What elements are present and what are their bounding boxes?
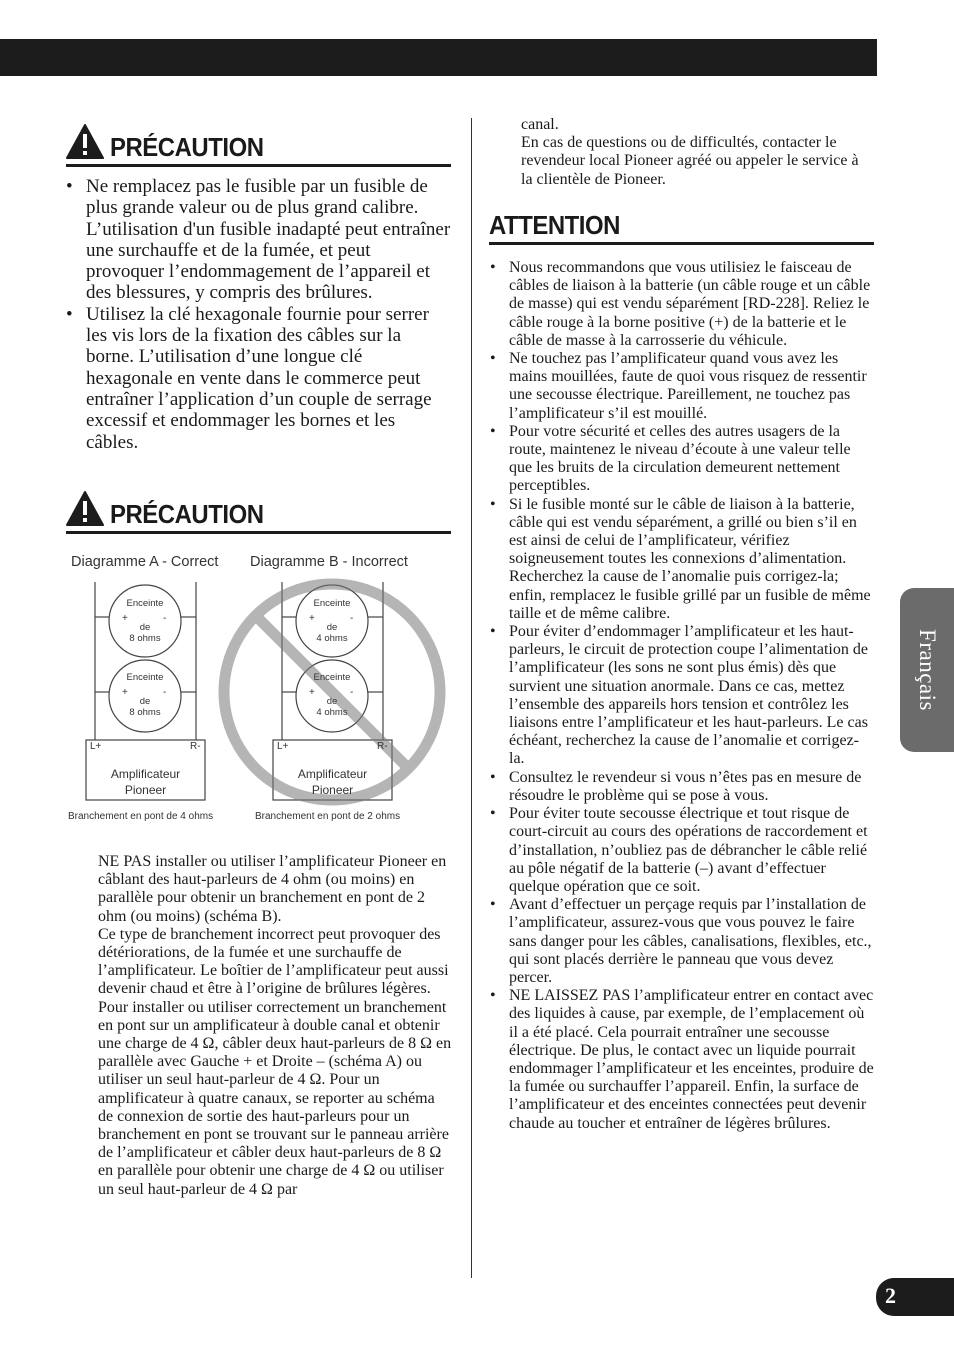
speaker-b1-ohms: 4 ohms xyxy=(316,633,348,644)
speaker-b2-ohms: 4 ohms xyxy=(316,707,348,718)
paragraph: Ce type de branchement incorrect peut provoquer des détériorations, de la fumée et une surchauffe de l’amplificateur. Le boîtier de l’amplificateur peut aussi devenir chaud et être à l’origine de brûlures légères. xyxy=(98,925,449,998)
amp-a-lplus: L+ xyxy=(90,741,102,752)
amp-b-line2: Pioneer xyxy=(311,783,354,797)
right-continuation xyxy=(521,116,873,189)
precaution-2-text xyxy=(98,853,453,1199)
speaker-b2-minus: - xyxy=(350,687,354,698)
diagram-a-title: Diagramme A - Correct xyxy=(71,554,219,570)
speaker-a1-label: Enceinte xyxy=(126,598,164,609)
speaker-a2-label: Enceinte xyxy=(126,672,164,683)
list-item: • Pour éviter d’endommager l’amplificateur et les haut-parleurs, le circuit de protection coupe l’alimentation de l’amplificateur (les sons ne sont plus émis) dès que survient une situation anormale. Dans ce cas, mettez l’ensemble des appareils hors tension et contrôlez les liaisons entre l’amplificateur et les haut-parleurs. Le cas échéant, recherchez la cause de l’anomalie et corrigez-la. xyxy=(489,623,874,769)
list-item: • Si le fusible monté sur le câble de liaison à la batterie, câble qui est vendu séparément, a grillé ou bien s’il en est ainsi de celui de l’amplificateur, vérifiez soigneusement toutes les connexions d’alimentation. Recherchez la cause de l’anomalie puis corrigez-la; enfin, remplacez le fusible grillé par un fusible de même taille et de même calibre. xyxy=(489,496,874,623)
attention-section xyxy=(489,208,874,1133)
language-tab-label: Français xyxy=(915,629,940,711)
amp-b-rminus: R- xyxy=(377,741,388,752)
diagram-b-title: Diagramme B - Incorrect xyxy=(250,554,408,570)
list-item: • NE LAISSEZ PAS l’amplificateur entrer en contact avec des liquides à cause, par exemple, de l’emplacement où il a été placé. Cela pourrait entraîner une secousse électrique. De plus, le contact avec un liquide pourrait endommager l’amplificateur et les enceintes, produire de la fumée ou surchauffer l’appareil. Enfin, la surface de l’amplificateur et des enceintes connectées peut devenir chaude au toucher et entraîner de légères brûlures. xyxy=(489,987,874,1133)
column-divider xyxy=(471,118,472,1278)
speaker-a1-ohms: 8 ohms xyxy=(129,633,161,644)
speaker-b2-plus: + xyxy=(309,687,315,698)
page-number-badge xyxy=(876,1278,954,1316)
amp-a-line2: Pioneer xyxy=(124,783,167,797)
paragraph: canal. xyxy=(521,116,559,133)
speaker-b1-plus: + xyxy=(309,613,315,624)
attention-title: ATTENTION xyxy=(489,210,620,240)
list-item: • Avant d’effectuer un perçage requis par l’installation de l’amplificateur, assurez-vous que vous pouvez le faire sans danger pour les câbles, canalisations, flexibles, etc., qui sont placés derrière le panneau que vous devez percer. xyxy=(489,896,874,987)
list-item: • Ne remplacez pas le fusible par un fusible de plus grande valeur ou de plus grand calibre. L’utilisation d'un fusible inadapté peut entraîner une surchauffe et de la fumée, et peut provoquer l’endommagement de l’appareil et des blessures, y compris des brûlures. xyxy=(66,176,451,304)
paragraph: Pour installer ou utiliser correctement un branchement en pont sur un amplificateur à double canal et obtenir une charge de 4 Ω, câbler deux haut-parleurs de 8 Ω en parallèle avec Gauche + et Droite – (schéma A) ou utiliser un seul haut-parleur de 4 Ω. Pour un amplificateur à quatre canaux, se reporter au schéma de connexion de sortie des haut-parleurs pour un branchement en pont se trouvant sur le panneau arrière de l’amplificateur et câbler deux haut-parleurs de 8 Ω en parallèle pour obtenir une charge de 4 Ω ou utiliser un seul haut-parleur de 4 Ω par xyxy=(98,998,452,1198)
list-item: • Nous recommandons que vous utilisiez le faisceau de câbles de liaison à la batterie (un câble rouge et un câble de masse) qui est vendu séparément [RD-228]. Reliez le câble rouge à la borne positive (+) de la batterie et le câble de masse à la carrosserie du véhicule. xyxy=(489,259,874,350)
page-number: 2 xyxy=(885,1283,896,1308)
speaker-a1-plus: + xyxy=(122,613,128,624)
speaker-b1-de: de xyxy=(326,622,338,633)
amp-a-rminus: R- xyxy=(190,741,201,752)
speaker-b1 xyxy=(296,585,368,657)
precaution-title-1: PRÉCAUTION xyxy=(110,132,264,162)
attention-list xyxy=(489,259,874,1133)
list-item: • Pour éviter toute secousse électrique et tout risque de court-circuit au cours des opérations de raccordement et d’installation, n’oubliez pas de débrancher le câble relié au pôle négatif de la batterie (–) avant d’effectuer quelque opération que ce soit. xyxy=(489,805,874,896)
amp-a-line1: Amplificateur xyxy=(110,767,181,781)
precaution-title-2: PRÉCAUTION xyxy=(110,499,264,529)
speaker-a1 xyxy=(109,585,181,657)
paragraph: En cas de questions ou de difficultés, contacter le revendeur local Pioneer agréé ou appeler le service à la clientèle de Pioneer. xyxy=(521,134,859,188)
speaker-b1-label: Enceinte xyxy=(313,598,351,609)
speaker-a2-plus: + xyxy=(122,687,128,698)
language-tab xyxy=(900,588,954,752)
list-item: • Ne touchez pas l’amplificateur quand vous avez les mains mouillées, faute de quoi vous risquez de ressentir une secousse électrique. Pareillement, ne touchez pas l’amplificateur s’il est mouillé. xyxy=(489,350,874,423)
speaker-a2-de: de xyxy=(139,696,151,707)
attention-heading xyxy=(489,208,874,245)
amp-b-line1: Amplificateur xyxy=(297,767,368,781)
speaker-a1-minus: - xyxy=(163,613,167,624)
list-item: • Utilisez la clé hexagonale fournie pour serrer les vis lors de la fixation des câbles sur la borne. L’utilisation d’une longue clé hexagonale en vente dans le commerce peut entraîner l’application d’un couple de serrage excessif et endommager les bornes et les câbles. xyxy=(66,304,451,453)
list-item: • Consultez le revendeur si vous n’êtes pas en mesure de résoudre le problème qui se pose à vous. xyxy=(489,769,874,805)
speaker-b1-minus: - xyxy=(350,613,354,624)
diagram-b-caption: Branchement en pont de 2 ohms xyxy=(255,811,401,822)
diagram-a-caption: Branchement en pont de 4 ohms xyxy=(68,811,214,822)
paragraph: NE PAS installer ou utiliser l’amplificateur Pioneer en câblant des haut-parleurs de 4 ohm (ou moins) en parallèle pour obtenir un branchement en pont de 2 ohm (ou moins) (schéma B). xyxy=(98,853,447,925)
speaker-b2-label: Enceinte xyxy=(313,672,351,683)
speaker-a2-minus: - xyxy=(163,687,167,698)
speaker-b2-de: de xyxy=(326,696,338,707)
speaker-a2-ohms: 8 ohms xyxy=(129,707,161,718)
speaker-a1-de: de xyxy=(139,622,151,633)
amp-b-lplus: L+ xyxy=(277,741,289,752)
list-item: • Pour votre sécurité et celles des autres usagers de la route, maintenez le niveau d’écoute à une valeur telle que les bruits de la circulation demeurent nettement perceptibles. xyxy=(489,423,874,496)
